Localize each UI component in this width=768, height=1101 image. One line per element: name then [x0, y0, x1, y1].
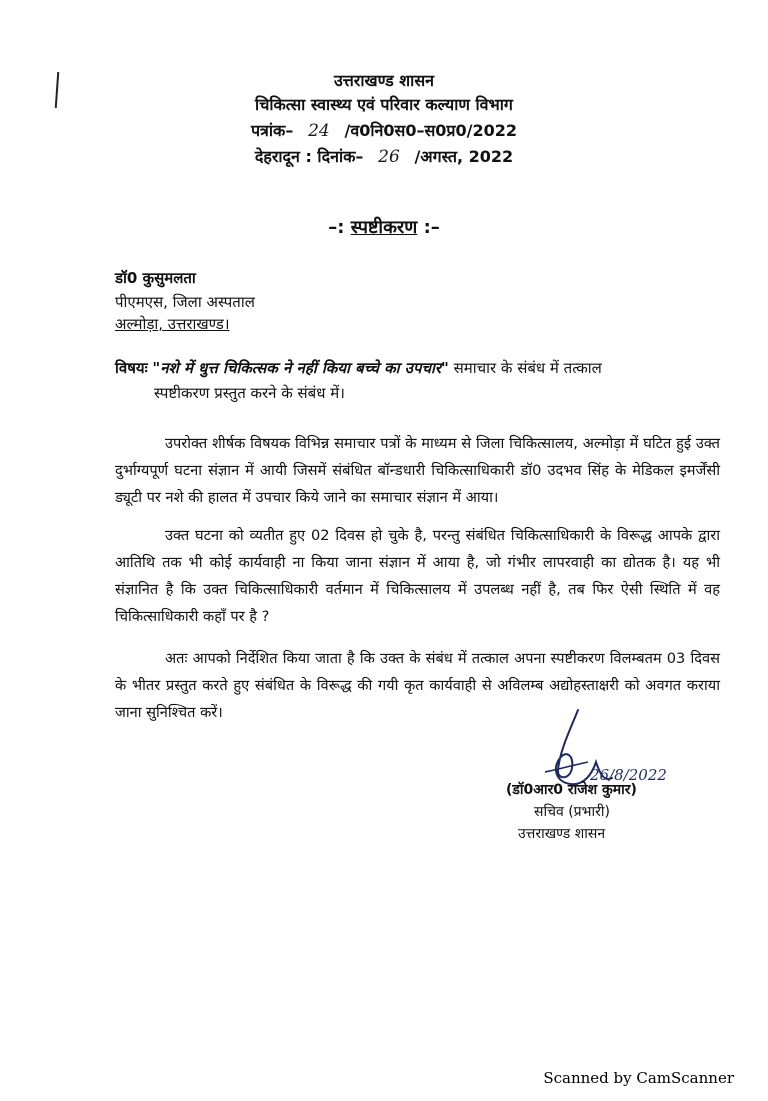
body-paragraph-2: उक्त घटना को व्यतीत हुए 02 दिवस हो चुके है, परन्तु संबंधित चिकित्साधिकारी के विरूद्ध आपके द्वारा आतिथि तक भी कोई कार्यवाही ना किया जाना संज्ञान में आया है, जो गंभीर लापरवाही का द्योतक है। यह भी संज्ञानित है कि उक्त चिकित्साधिकारी वर्तमान में चिकित्सालय में उपलब्ध नहीं है, तब फिर ऐसी स्थिति में वह चिकित्साधिकारी कहाँ पर है ? — [115, 527, 720, 625]
subject-line1-rest: समाचार के संबंध में तत्काल — [453, 359, 602, 377]
place-date-label: देहरादून : दिनांक– — [254, 147, 364, 166]
body-paragraph-1: उपरोक्त शीर्षक विषयक विभिन्न समाचार पत्रों के माध्यम से जिला चिकित्सालय, अल्मोड़ा में घटित हुई उक्त दुर्भाग्यपूर्ण घटना संज्ञान में आयी जिसमें संबंधित बॉन्डधारी चिकित्साधिकारी डॉ0 उदभव सिंह के मेडिकल इमर्जेंसी ड्यूटी पर नशे की हालत में उपचार किये जाने का समाचार संज्ञान में आया। — [115, 435, 720, 506]
addressee-designation: पीएमएस, जिला अस्पताल — [115, 293, 255, 311]
subject-quote: "नशे में धुत्त चिकित्सक ने नहीं किया बच्चे का उपचार" — [152, 359, 449, 377]
letter-number-label: पत्रांक– — [250, 121, 294, 140]
date-suffix: /अगस्त, 2022 — [414, 147, 514, 166]
header-department: चिकित्सा स्वास्थ्य एवं परिवार कल्याण विभाग — [255, 95, 513, 114]
document-title — [0, 215, 768, 239]
letter-number-handwritten: 24 — [308, 121, 330, 141]
subject-label: विषयः — [115, 359, 148, 377]
subject-block — [115, 356, 720, 406]
signatory-organization: उत्तराखण्ड शासन — [518, 826, 606, 842]
signature-date-text: 26/8/2022 — [590, 766, 667, 784]
header-government: उत्तराखण्ड शासन — [333, 71, 435, 90]
title-suffix: :– — [417, 217, 440, 238]
header-place-date — [0, 146, 768, 168]
title-prefix: –: — [328, 217, 351, 238]
signature-block — [500, 700, 700, 840]
addressee-name: डॉ0 कुसुमलता — [115, 269, 196, 287]
letter-number-suffix: /व0नि0स0–स0प्र0/2022 — [344, 121, 518, 140]
scanner-watermark: Scanned by CamScanner — [537, 1067, 740, 1089]
signatory-name: (डॉ0आर0 राजेश कुमार) — [506, 782, 637, 798]
title-text: स्पष्टीकरण — [350, 217, 418, 238]
body-paragraph-3: अतः आपको निर्देशित किया जाता है कि उक्त के संबंध में तत्काल अपना स्पष्टीकरण विलम्बतम 03 दिवस के भीतर प्रस्तुत करते हुए संबंधित के विरूद्ध की गयी कृत कार्यवाही से अविलम्ब अद्योहस्ताक्षरी को अवगत कराया जाना सुनिश्चित करें। — [115, 650, 720, 721]
subject-line2: स्पष्टीकरण प्रस्तुत करने के संबंध में। — [154, 384, 345, 402]
header-letter-number — [0, 120, 768, 142]
signatory-title: सचिव (प्रभारी) — [534, 804, 610, 820]
date-handwritten: 26 — [378, 147, 400, 167]
addressee-location: अल्मोड़ा, उत्तराखण्ड। — [115, 315, 230, 333]
